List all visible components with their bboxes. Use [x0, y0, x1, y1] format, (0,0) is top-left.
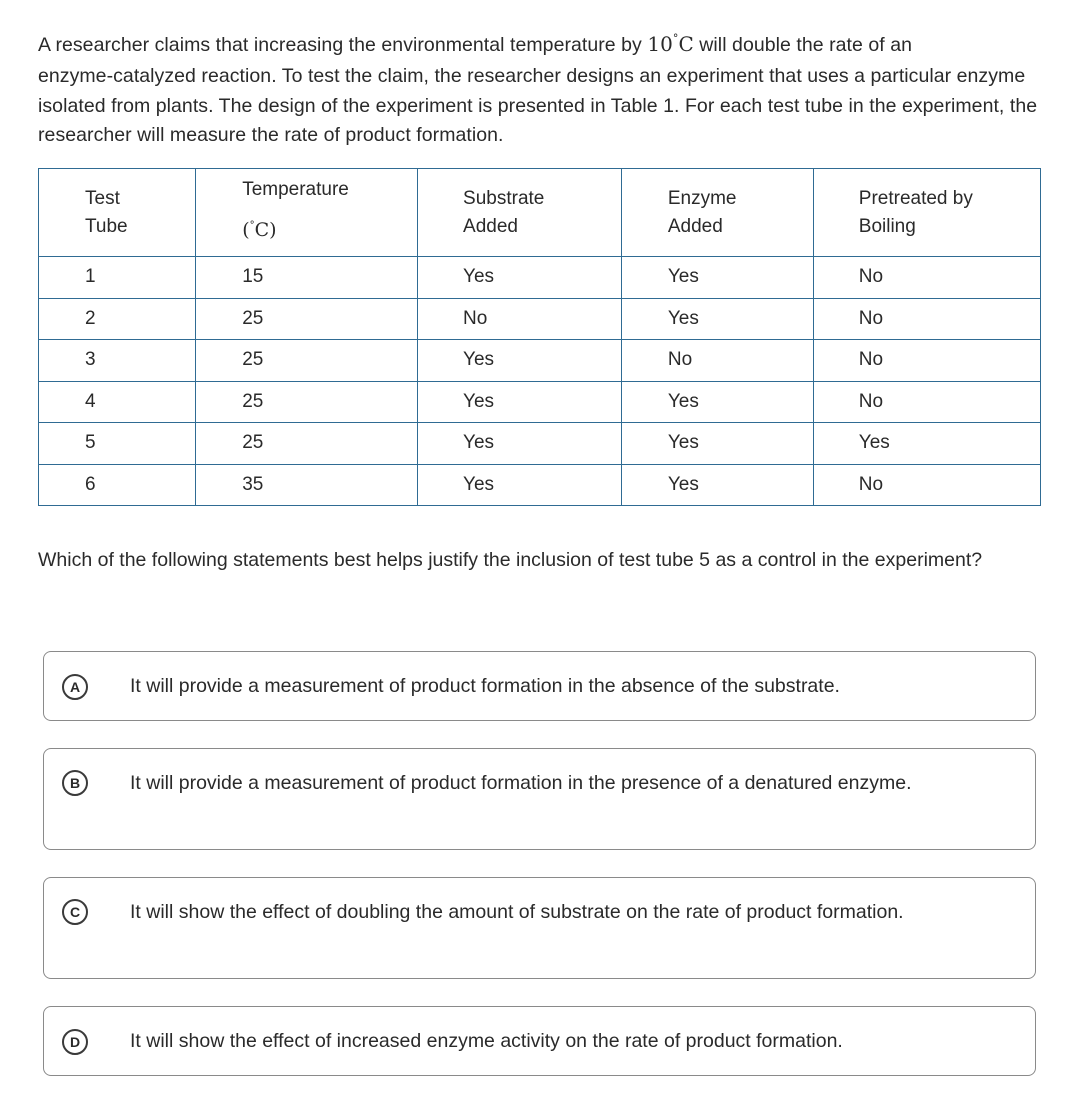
cell-temperature: 25 [196, 298, 418, 340]
answer-choice-c[interactable] [43, 877, 1036, 979]
cell-temperature: 35 [196, 464, 418, 506]
stem-part2: will double the rate of an [693, 34, 912, 56]
cell-tube: 2 [39, 298, 196, 340]
table-row [39, 340, 1041, 382]
cell-tube: 1 [39, 257, 196, 299]
table-row [39, 298, 1041, 340]
header-substrate-added: Substrate Added [418, 169, 622, 257]
cell-enzyme: Yes [621, 381, 813, 423]
cell-boiled: No [813, 464, 1040, 506]
choice-letter-c-icon: C [62, 899, 88, 925]
cell-boiled: No [813, 381, 1040, 423]
cell-tube: 4 [39, 381, 196, 423]
question-stem [38, 22, 1038, 151]
temperature-unit: (°C) [242, 218, 277, 241]
table-header-row [39, 169, 1041, 257]
answer-choice-d[interactable] [43, 1006, 1036, 1076]
cell-substrate: Yes [418, 464, 622, 506]
cell-substrate: Yes [418, 381, 622, 423]
experiment-table [38, 168, 1041, 506]
choice-text-c: It will show the effect of doubling the amount of substrate on the rate of product formation. [130, 901, 904, 923]
cell-substrate: Yes [418, 257, 622, 299]
question-text: Which of the following statements best helps justify the inclusion of test tube 5 as a control in the experiment? [38, 549, 983, 571]
choice-text-a: It will provide a measurement of product formation in the absence of the substrate. [130, 675, 840, 697]
header-enzyme-added: Enzyme Added [621, 169, 813, 257]
choice-text-d: It will show the effect of increased enzyme activity on the rate of product formation. [130, 1030, 843, 1052]
cell-boiled: No [813, 257, 1040, 299]
answer-choice-b[interactable] [43, 748, 1036, 850]
stem-part1: A researcher claims that increasing the environmental temperature by [38, 34, 648, 56]
cell-enzyme: No [621, 340, 813, 382]
stem-first-line [38, 22, 1038, 62]
header-pretreated-boiling: Pretreated by Boiling [813, 169, 1040, 257]
choice-text-b: It will provide a measurement of product formation in the presence of a denatured enzyme. [130, 772, 912, 794]
cell-substrate: No [418, 298, 622, 340]
answer-choices [43, 651, 1036, 1076]
cell-substrate: Yes [418, 423, 622, 465]
header-temperature: Temperature (°C) [196, 169, 418, 257]
cell-enzyme: Yes [621, 464, 813, 506]
temperature-increase-math: 10°C [647, 32, 694, 56]
cell-substrate: Yes [418, 340, 622, 382]
table-row [39, 423, 1041, 465]
choice-letter-a-icon: A [62, 674, 88, 700]
table-row [39, 381, 1041, 423]
answer-choice-a[interactable] [43, 651, 1036, 721]
cell-tube: 5 [39, 423, 196, 465]
table-row [39, 257, 1041, 299]
cell-tube: 3 [39, 340, 196, 382]
table-row [39, 464, 1041, 506]
cell-boiled: No [813, 340, 1040, 382]
choice-letter-d-icon: D [62, 1029, 88, 1055]
cell-boiled: Yes [813, 423, 1040, 465]
stem-rest: enzyme-catalyzed reaction. To test the claim, the researcher designs an experiment that uses a particular enzyme isolated from plants. The design of the experiment is presented in Table 1. For each test tube in the experiment, the researcher will measure the rate of product formation. [38, 65, 1038, 146]
cell-tube: 6 [39, 464, 196, 506]
question-page [38, 22, 1038, 1052]
cell-boiled: No [813, 298, 1040, 340]
header-test-tube: Test Tube [39, 169, 196, 257]
cell-enzyme: Yes [621, 298, 813, 340]
cell-enzyme: Yes [621, 257, 813, 299]
cell-temperature: 25 [196, 340, 418, 382]
choice-letter-b-icon: B [62, 770, 88, 796]
cell-temperature: 25 [196, 381, 418, 423]
cell-temperature: 15 [196, 257, 418, 299]
cell-temperature: 25 [196, 423, 418, 465]
cell-enzyme: Yes [621, 423, 813, 465]
